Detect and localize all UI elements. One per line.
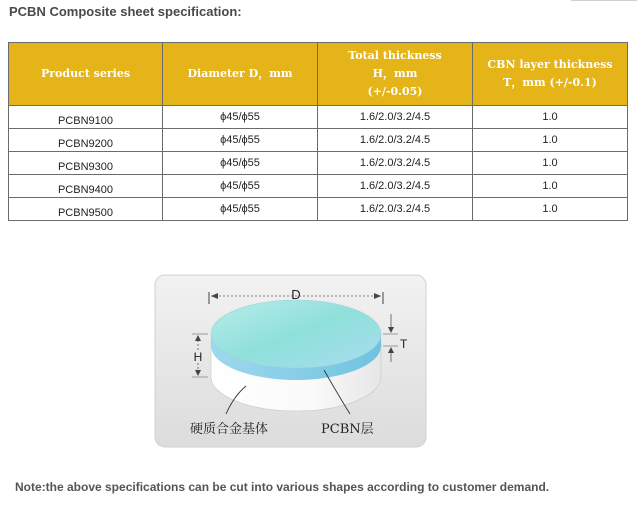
cell-diameter: ϕ45/ϕ55 xyxy=(163,198,318,221)
cell-total-thickness: 1.6/2.0/3.2/4.5 xyxy=(318,106,473,129)
cell-diameter: ϕ45/ϕ55 xyxy=(163,175,318,198)
top-divider-line xyxy=(571,0,637,1)
table-row xyxy=(9,129,628,152)
header-total-thickness: Total thickness H，mm (+/-0.05) xyxy=(318,43,473,106)
dim-h-label: H xyxy=(193,350,203,364)
table-row xyxy=(9,152,628,175)
header-cbn-layer-thickness: CBN layer thickness T，mm (+/-0.1) xyxy=(473,43,628,106)
header-diameter: Diameter D，mm xyxy=(163,43,318,106)
page-title: PCBN Composite sheet specification: xyxy=(9,4,242,19)
cell-product-series: PCBN9300 xyxy=(9,152,163,175)
table-row xyxy=(9,198,628,221)
dim-d-label: D xyxy=(291,287,301,302)
spec-table xyxy=(8,42,628,221)
cell-total-thickness: 1.6/2.0/3.2/4.5 xyxy=(318,152,473,175)
label-substrate: 硬质合金基体 xyxy=(190,422,269,437)
disc-top-face xyxy=(211,300,381,368)
cell-product-series: PCBN9400 xyxy=(9,175,163,198)
cell-cbn-layer-thickness: 1.0 xyxy=(473,175,628,198)
cell-total-thickness: 1.6/2.0/3.2/4.5 xyxy=(318,129,473,152)
cell-diameter: ϕ45/ϕ55 xyxy=(163,106,318,129)
header-product-series: Product series xyxy=(9,43,163,106)
note-text: Note:the above specifications can be cut into various shapes according to customer demand. xyxy=(15,480,550,494)
table-header-row xyxy=(9,43,628,106)
cell-cbn-layer-thickness: 1.0 xyxy=(473,106,628,129)
cell-product-series: PCBN9200 xyxy=(9,129,163,152)
table-row xyxy=(9,106,628,129)
pcbn-disc-diagram xyxy=(154,274,427,448)
cell-cbn-layer-thickness: 1.0 xyxy=(473,198,628,221)
cell-cbn-layer-thickness: 1.0 xyxy=(473,129,628,152)
dim-t-label: T xyxy=(400,337,408,351)
label-pcbn-layer: PCBN层 xyxy=(321,422,374,437)
cell-product-series: PCBN9500 xyxy=(9,198,163,221)
cell-cbn-layer-thickness: 1.0 xyxy=(473,152,628,175)
cell-total-thickness: 1.6/2.0/3.2/4.5 xyxy=(318,175,473,198)
cell-diameter: ϕ45/ϕ55 xyxy=(163,129,318,152)
cell-diameter: ϕ45/ϕ55 xyxy=(163,152,318,175)
table-row xyxy=(9,175,628,198)
cell-product-series: PCBN9100 xyxy=(9,106,163,129)
cell-total-thickness: 1.6/2.0/3.2/4.5 xyxy=(318,198,473,221)
